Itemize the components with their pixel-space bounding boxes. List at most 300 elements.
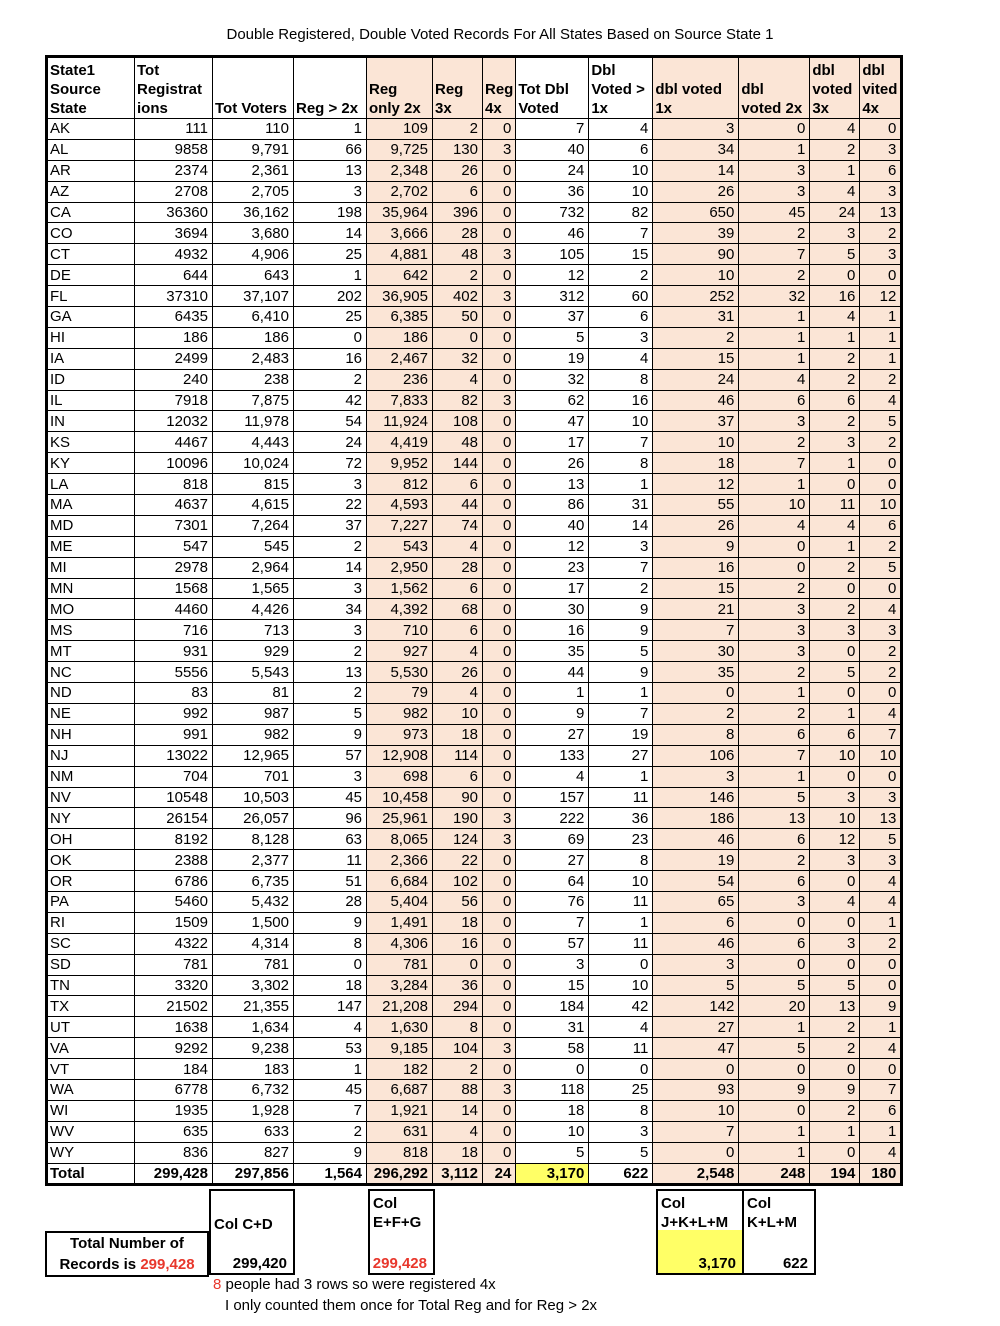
value-cell: 296,292 (367, 1163, 433, 1185)
value-cell: 54 (294, 411, 367, 432)
value-cell: 818 (367, 1142, 433, 1163)
state-cell: MO (47, 599, 135, 620)
value-cell: 35 (653, 662, 739, 683)
table-row (47, 703, 902, 724)
value-cell: 22 (294, 495, 367, 516)
value-cell: 0 (483, 662, 516, 683)
value-cell: 2 (739, 850, 810, 871)
value-cell: 982 (213, 724, 294, 745)
value-cell: 4,593 (367, 495, 433, 516)
value-cell: 2,705 (213, 181, 294, 202)
value-cell: 1,630 (367, 1017, 433, 1038)
value-cell: 5 (294, 703, 367, 724)
value-cell: 10 (860, 495, 902, 516)
value-cell: 2 (810, 1038, 860, 1059)
value-cell: 2 (860, 933, 902, 954)
value-cell: 6,684 (367, 871, 433, 892)
value-cell: 4 (516, 766, 589, 787)
value-cell: 124 (433, 829, 483, 850)
value-cell: 6,735 (213, 871, 294, 892)
value-cell: 9 (589, 599, 653, 620)
value-cell: 2 (860, 536, 902, 557)
value-cell: 0 (483, 996, 516, 1017)
value-cell: 2,361 (213, 160, 294, 181)
header-cell: Reg 4x (483, 57, 516, 119)
state-cell: ND (47, 683, 135, 704)
value-cell: 3 (860, 787, 902, 808)
value-cell: 1,928 (213, 1100, 294, 1121)
value-cell: 4 (860, 599, 902, 620)
value-cell: 12032 (135, 411, 213, 432)
value-cell: 32 (516, 369, 589, 390)
header-cell: dbl voted 3x (810, 57, 860, 119)
value-cell: 6786 (135, 871, 213, 892)
value-cell: 13 (516, 474, 589, 495)
value-cell: 0 (294, 954, 367, 975)
value-cell: 2 (739, 578, 810, 599)
value-cell: 6 (589, 307, 653, 328)
value-cell: 0 (294, 327, 367, 348)
value-cell: 1 (739, 348, 810, 369)
value-cell: 18 (653, 453, 739, 474)
value-cell: 45 (294, 787, 367, 808)
value-cell: 2 (739, 703, 810, 724)
value-cell: 31 (516, 1017, 589, 1038)
value-cell: 54 (653, 871, 739, 892)
value-cell: 8 (589, 453, 653, 474)
value-cell: 992 (135, 703, 213, 724)
header-cell: Tot Registrat ions (135, 57, 213, 119)
state-cell: MA (47, 495, 135, 516)
value-cell: 0 (810, 578, 860, 599)
table-row (47, 745, 902, 766)
value-cell: 10 (589, 975, 653, 996)
value-cell: 2,964 (213, 557, 294, 578)
value-cell: 3 (739, 641, 810, 662)
table-row (47, 181, 902, 202)
table-row (47, 432, 902, 453)
value-cell: 13 (294, 662, 367, 683)
value-cell: 0 (860, 119, 902, 140)
value-cell: 0 (483, 202, 516, 223)
table-row (47, 369, 902, 390)
value-cell: 21502 (135, 996, 213, 1017)
value-cell: 836 (135, 1142, 213, 1163)
value-cell: 26 (433, 160, 483, 181)
value-cell: 40 (516, 139, 589, 160)
value-cell: 631 (367, 1121, 433, 1142)
table-row (47, 912, 902, 933)
value-cell: 6,687 (367, 1079, 433, 1100)
value-cell: 183 (213, 1059, 294, 1080)
state-cell: WA (47, 1079, 135, 1100)
value-cell: 9 (739, 1079, 810, 1100)
value-cell: 13 (810, 996, 860, 1017)
value-cell: 1935 (135, 1100, 213, 1121)
value-cell: 0 (483, 515, 516, 536)
value-cell: 3 (653, 119, 739, 140)
value-cell: 25 (294, 244, 367, 265)
value-cell: 31 (653, 307, 739, 328)
value-cell: 9858 (135, 139, 213, 160)
value-cell: 815 (213, 474, 294, 495)
value-cell: 781 (367, 954, 433, 975)
value-cell: 2 (810, 599, 860, 620)
value-cell: 7 (653, 620, 739, 641)
state-cell: OH (47, 829, 135, 850)
value-cell: 53 (294, 1038, 367, 1059)
value-cell: 11 (589, 891, 653, 912)
value-cell: 9 (589, 620, 653, 641)
table-row (47, 1100, 902, 1121)
value-cell: 0 (483, 745, 516, 766)
value-cell: 133 (516, 745, 589, 766)
value-cell: 10 (653, 1100, 739, 1121)
value-cell: 1 (589, 683, 653, 704)
value-cell: 146 (653, 787, 739, 808)
value-cell: 0 (739, 119, 810, 140)
value-cell: 2 (860, 369, 902, 390)
table-row (47, 683, 902, 704)
value-cell: 16 (653, 557, 739, 578)
records-label-2: Records is (59, 1256, 137, 1273)
state-cell: MT (47, 641, 135, 662)
value-cell: 4,615 (213, 495, 294, 516)
table-row (47, 1079, 902, 1100)
value-cell: 633 (213, 1121, 294, 1142)
value-cell: 5556 (135, 662, 213, 683)
value-cell: 4 (860, 703, 902, 724)
value-cell: 25 (294, 307, 367, 328)
value-cell: 36,905 (367, 286, 433, 307)
header-cell: Reg > 2x (294, 57, 367, 119)
value-cell: 21,208 (367, 996, 433, 1017)
value-cell: 2978 (135, 557, 213, 578)
value-cell: 4 (433, 683, 483, 704)
records-value: 299,428 (140, 1256, 195, 1273)
value-cell: 0 (860, 954, 902, 975)
value-cell: 186 (213, 327, 294, 348)
value-cell: 2 (810, 369, 860, 390)
value-cell: 7 (653, 1121, 739, 1142)
value-cell: 8 (294, 933, 367, 954)
value-cell: 3 (483, 286, 516, 307)
value-cell: 20 (739, 996, 810, 1017)
value-cell: 713 (213, 620, 294, 641)
value-cell: 8192 (135, 829, 213, 850)
value-cell: 25,961 (367, 808, 433, 829)
value-cell: 5 (810, 662, 860, 683)
state-cell: FL (47, 286, 135, 307)
value-cell: 4932 (135, 244, 213, 265)
value-cell: 34 (653, 139, 739, 160)
value-cell: 294 (433, 996, 483, 1017)
value-cell: 51 (294, 871, 367, 892)
value-cell: 2,950 (367, 557, 433, 578)
value-cell: 2 (810, 139, 860, 160)
col-efg-box (368, 1189, 435, 1275)
value-cell: 14 (294, 557, 367, 578)
value-cell: 2,467 (367, 348, 433, 369)
table-row (47, 641, 902, 662)
value-cell: 0 (810, 1059, 860, 1080)
value-cell: 13022 (135, 745, 213, 766)
value-cell: 4 (810, 891, 860, 912)
value-cell: 4,881 (367, 244, 433, 265)
value-cell: 716 (135, 620, 213, 641)
state-cell: SD (47, 954, 135, 975)
state-cell: MD (47, 515, 135, 536)
value-cell: 111 (135, 119, 213, 140)
total-row (47, 1163, 902, 1185)
state-cell: RI (47, 912, 135, 933)
value-cell: 7 (589, 223, 653, 244)
table-row (47, 996, 902, 1017)
table-row (47, 829, 902, 850)
value-cell: 3 (483, 829, 516, 850)
value-cell: 5 (860, 411, 902, 432)
value-cell: 7 (589, 703, 653, 724)
state-cell: NE (47, 703, 135, 724)
col-klm-value: 622 (782, 1255, 808, 1272)
state-cell: NY (47, 808, 135, 829)
value-cell: 0 (483, 223, 516, 244)
value-cell: 0 (810, 766, 860, 787)
value-cell: 44 (433, 495, 483, 516)
table-row (47, 286, 902, 307)
value-cell: 21,355 (213, 996, 294, 1017)
value-cell: 1 (860, 1121, 902, 1142)
value-cell: 110 (213, 119, 294, 140)
value-cell: 3320 (135, 975, 213, 996)
value-cell: 6 (739, 829, 810, 850)
table-row (47, 244, 902, 265)
value-cell: 7,875 (213, 390, 294, 411)
value-cell: 4 (589, 119, 653, 140)
value-cell: 2 (739, 223, 810, 244)
value-cell: 10,024 (213, 453, 294, 474)
value-cell: 0 (483, 307, 516, 328)
value-cell: 0 (483, 912, 516, 933)
value-cell: 7918 (135, 390, 213, 411)
value-cell: 1 (810, 453, 860, 474)
value-cell: 0 (860, 453, 902, 474)
value-cell: 0 (739, 557, 810, 578)
table-row (47, 620, 902, 641)
value-cell: 0 (860, 975, 902, 996)
value-cell: 2 (653, 703, 739, 724)
value-cell: 3 (483, 808, 516, 829)
value-cell: 47 (653, 1038, 739, 1059)
value-cell: 0 (433, 954, 483, 975)
value-cell: 3 (294, 620, 367, 641)
value-cell: 4 (589, 348, 653, 369)
value-cell: 9 (294, 912, 367, 933)
value-cell: 2 (810, 348, 860, 369)
value-cell: 66 (294, 139, 367, 160)
value-cell: 643 (213, 265, 294, 286)
value-cell: 2 (810, 411, 860, 432)
value-cell: 24 (653, 369, 739, 390)
value-cell: 4 (810, 119, 860, 140)
header-cell: Tot Voters (213, 57, 294, 119)
value-cell: 781 (213, 954, 294, 975)
table-row (47, 390, 902, 411)
state-cell: AZ (47, 181, 135, 202)
table-row (47, 787, 902, 808)
col-efg-value: 299,428 (372, 1255, 427, 1272)
value-cell: 6 (433, 578, 483, 599)
value-cell: 11 (810, 495, 860, 516)
header-cell: Dbl Voted > 1x (589, 57, 653, 119)
value-cell: 90 (433, 787, 483, 808)
value-cell: 4,906 (213, 244, 294, 265)
state-cell: WY (47, 1142, 135, 1163)
value-cell: 3 (860, 620, 902, 641)
value-cell: 222 (516, 808, 589, 829)
value-cell: 3 (516, 954, 589, 975)
records-label: Total Number of (70, 1235, 184, 1252)
table-row (47, 327, 902, 348)
value-cell: 0 (483, 1142, 516, 1163)
header-cell: Tot Dbl Voted (516, 57, 589, 119)
value-cell: 12 (516, 536, 589, 557)
state-cell: WI (47, 1100, 135, 1121)
state-cell: GA (47, 307, 135, 328)
value-cell: 26,057 (213, 808, 294, 829)
value-cell: 24 (483, 1163, 516, 1185)
value-cell: 11 (589, 1038, 653, 1059)
value-cell: 22 (433, 850, 483, 871)
value-cell: 2374 (135, 160, 213, 181)
value-cell: 2,366 (367, 850, 433, 871)
state-cell: ME (47, 536, 135, 557)
value-cell: 8 (589, 369, 653, 390)
value-cell: 18 (516, 1100, 589, 1121)
value-cell: 6 (739, 933, 810, 954)
table-row (47, 474, 902, 495)
value-cell: 4322 (135, 933, 213, 954)
value-cell: 10 (589, 181, 653, 202)
value-cell: 0 (483, 683, 516, 704)
value-cell: 5,404 (367, 891, 433, 912)
value-cell: 0 (483, 1017, 516, 1038)
value-cell: 21 (653, 599, 739, 620)
value-cell: 6 (739, 724, 810, 745)
value-cell: 13 (860, 808, 902, 829)
value-cell: 40 (516, 515, 589, 536)
value-cell: 2 (860, 662, 902, 683)
value-cell: 248 (739, 1163, 810, 1185)
value-cell: 3,302 (213, 975, 294, 996)
value-cell: 198 (294, 202, 367, 223)
value-cell: 1 (739, 139, 810, 160)
value-cell: 0 (810, 871, 860, 892)
value-cell: 2708 (135, 181, 213, 202)
value-cell: 0 (483, 620, 516, 641)
value-cell: 55 (653, 495, 739, 516)
value-cell: 5 (516, 1142, 589, 1163)
value-cell: 3,284 (367, 975, 433, 996)
value-cell: 37 (516, 307, 589, 328)
header-cell: Reg only 2x (367, 57, 433, 119)
value-cell: 23 (516, 557, 589, 578)
value-cell: 8 (589, 850, 653, 871)
value-cell: 3 (589, 327, 653, 348)
table-row (47, 265, 902, 286)
value-cell: 82 (589, 202, 653, 223)
value-cell: 7 (516, 912, 589, 933)
value-cell: 9 (860, 996, 902, 1017)
value-cell: 5 (739, 1038, 810, 1059)
value-cell: 1 (810, 1121, 860, 1142)
value-cell: 47 (516, 411, 589, 432)
value-cell: 106 (653, 745, 739, 766)
value-cell: 105 (516, 244, 589, 265)
table-row (47, 766, 902, 787)
value-cell: 16 (810, 286, 860, 307)
value-cell: 2 (810, 557, 860, 578)
value-cell: 6 (810, 390, 860, 411)
value-cell: 3 (483, 244, 516, 265)
value-cell: 1 (589, 474, 653, 495)
value-cell: 8 (653, 724, 739, 745)
value-cell: 2 (860, 432, 902, 453)
value-cell: 6 (810, 724, 860, 745)
value-cell: 13 (739, 808, 810, 829)
table-row (47, 139, 902, 160)
value-cell: 0 (739, 912, 810, 933)
value-cell: 10 (516, 1121, 589, 1142)
value-cell: 36 (589, 808, 653, 829)
value-cell: 32 (433, 348, 483, 369)
value-cell: 4467 (135, 432, 213, 453)
value-cell: 10 (810, 745, 860, 766)
value-cell: 1 (810, 160, 860, 181)
value-cell: 3 (483, 1079, 516, 1100)
value-cell: 81 (213, 683, 294, 704)
value-cell: 28 (433, 557, 483, 578)
state-cell: OK (47, 850, 135, 871)
value-cell: 19 (589, 724, 653, 745)
value-cell: 982 (367, 703, 433, 724)
state-cell: TX (47, 996, 135, 1017)
value-cell: 0 (739, 1100, 810, 1121)
value-cell: 58 (516, 1038, 589, 1059)
state-cell: NC (47, 662, 135, 683)
value-cell: 0 (483, 850, 516, 871)
value-cell: 0 (483, 933, 516, 954)
value-cell: 24 (810, 202, 860, 223)
value-cell: 18 (294, 975, 367, 996)
value-cell: 0 (860, 766, 902, 787)
value-cell: 63 (294, 829, 367, 850)
value-cell: 6,732 (213, 1079, 294, 1100)
value-cell: 6 (739, 871, 810, 892)
value-cell: 1 (516, 683, 589, 704)
table-row (47, 348, 902, 369)
value-cell: 82 (433, 390, 483, 411)
value-cell: 1 (739, 1121, 810, 1142)
value-cell: 142 (653, 996, 739, 1017)
value-cell: 11 (589, 787, 653, 808)
value-cell: 4,426 (213, 599, 294, 620)
value-cell: 46 (653, 933, 739, 954)
value-cell: 0 (483, 1059, 516, 1080)
value-cell: 57 (294, 745, 367, 766)
value-cell: 1 (860, 912, 902, 933)
value-cell: 9 (589, 662, 653, 683)
